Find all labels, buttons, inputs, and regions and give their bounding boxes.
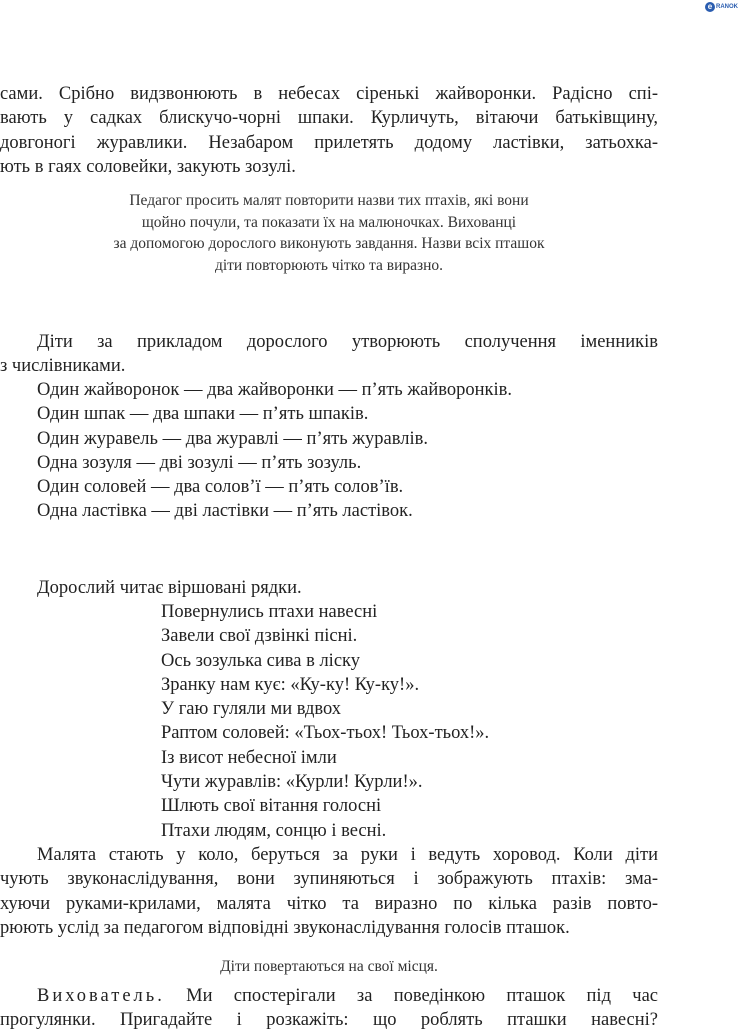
poem-line: Ось зозулька сива в ліску xyxy=(161,650,361,671)
poem-line: Зранку нам кує: «Ку-ку! Ку-ку!». xyxy=(161,674,420,695)
poem-line: Птахи людям, сонцю і весні. xyxy=(161,820,387,841)
teacher-note-1 xyxy=(0,190,658,276)
example-line: Одна зозуля — дві зозулі — п’ять зозуль. xyxy=(37,452,362,473)
text-line: хуючи руками-крилами, малята чітко та виразно по кілька разів повто- xyxy=(0,893,658,914)
paragraph-2 xyxy=(0,330,658,379)
speaker-label: Вихователь. xyxy=(37,986,165,1006)
example-list xyxy=(37,378,512,524)
poem-line: Завели свої дзвінкі пісні. xyxy=(161,626,358,647)
paragraph-1 xyxy=(0,82,658,179)
speaker-text: Ми спостерігали за поведінкою пташок під час xyxy=(186,986,658,1006)
logo-e-icon: e xyxy=(705,2,715,12)
publisher-logo xyxy=(705,0,749,14)
teacher-note-2: Діти повертаються на свої місця. xyxy=(220,958,438,975)
note-line: щойно почули, та показати їх на малюночках. Вихованці xyxy=(141,213,517,231)
text-line: ють в гаях соловейки, закують зозулі. xyxy=(0,156,296,177)
text-line: довгоногі журавлики. Незабаром прилетять додому ластівки, затьохка- xyxy=(0,132,658,153)
note-line: за допомогою дорослого виконують завдання. Назви всіх пташок xyxy=(113,235,545,252)
poem-line: Шлють свої вітання голосні xyxy=(161,796,382,817)
example-line: Один соловей — два солов’ї — п’ять солов’їв. xyxy=(37,477,404,498)
poem-line: Чути журавлів: «Курли! Курли!». xyxy=(161,772,423,793)
paragraph-5 xyxy=(0,984,658,1033)
poem-line: Повернулись птахи навесні xyxy=(161,602,378,622)
example-line: Один журавель — два журавлі — п’ять журавлів. xyxy=(37,428,428,449)
text-line: Діти за прикладом дорослого утворюють сполучення іменників xyxy=(37,332,658,352)
poem xyxy=(161,600,489,843)
text-line: сами. Срібно видзвонюють в небесах сіренькі жайворонки. Радісно спі- xyxy=(0,84,658,104)
text-line: Малята стають у коло, беруться за руки і ведуть хоровод. Коли діти xyxy=(37,845,658,865)
text-line: з числівниками. xyxy=(0,356,126,377)
text-line: рюють услід за педагогом відповідні звуконаслідування голосів пташок. xyxy=(0,917,570,938)
paragraph-4 xyxy=(0,843,658,940)
text-line: прогулянки. Пригадайте і розкажіть: що роблять пташки навесні? xyxy=(0,1010,658,1031)
example-line: Одна ластівка — дві ластівки — п’ять ластівок. xyxy=(37,501,413,522)
poem-line: Раптом соловей: «Тьох-тьох! Тьох-тьох!». xyxy=(161,723,490,744)
logo-text: RANOK xyxy=(716,4,738,10)
text-line: чують звуконаслідування, вони зупиняються і зображують птахів: зма- xyxy=(0,869,658,890)
text-line: вають у садках блискучо-чорні шпаки. Курличуть, вітаючи батьківщину, xyxy=(0,108,658,129)
example-line: Один жайворонок — два жайворонки — п’ять жайворонків. xyxy=(37,380,512,400)
example-line: Один шпак — два шпаки — п’ять шпаків. xyxy=(37,404,369,425)
note-line: діти повторюють чітко та виразно. xyxy=(214,256,444,274)
poem-line: Із висот небесної імли xyxy=(161,747,337,768)
poem-line: У гаю гуляли ми вдвох xyxy=(161,699,342,720)
text-line xyxy=(0,984,658,1008)
paragraph-3: Дорослий читає віршовані рядки. xyxy=(37,578,302,598)
note-line: Педагог просить малят повторити назви тих птахів, які вони xyxy=(129,192,529,209)
